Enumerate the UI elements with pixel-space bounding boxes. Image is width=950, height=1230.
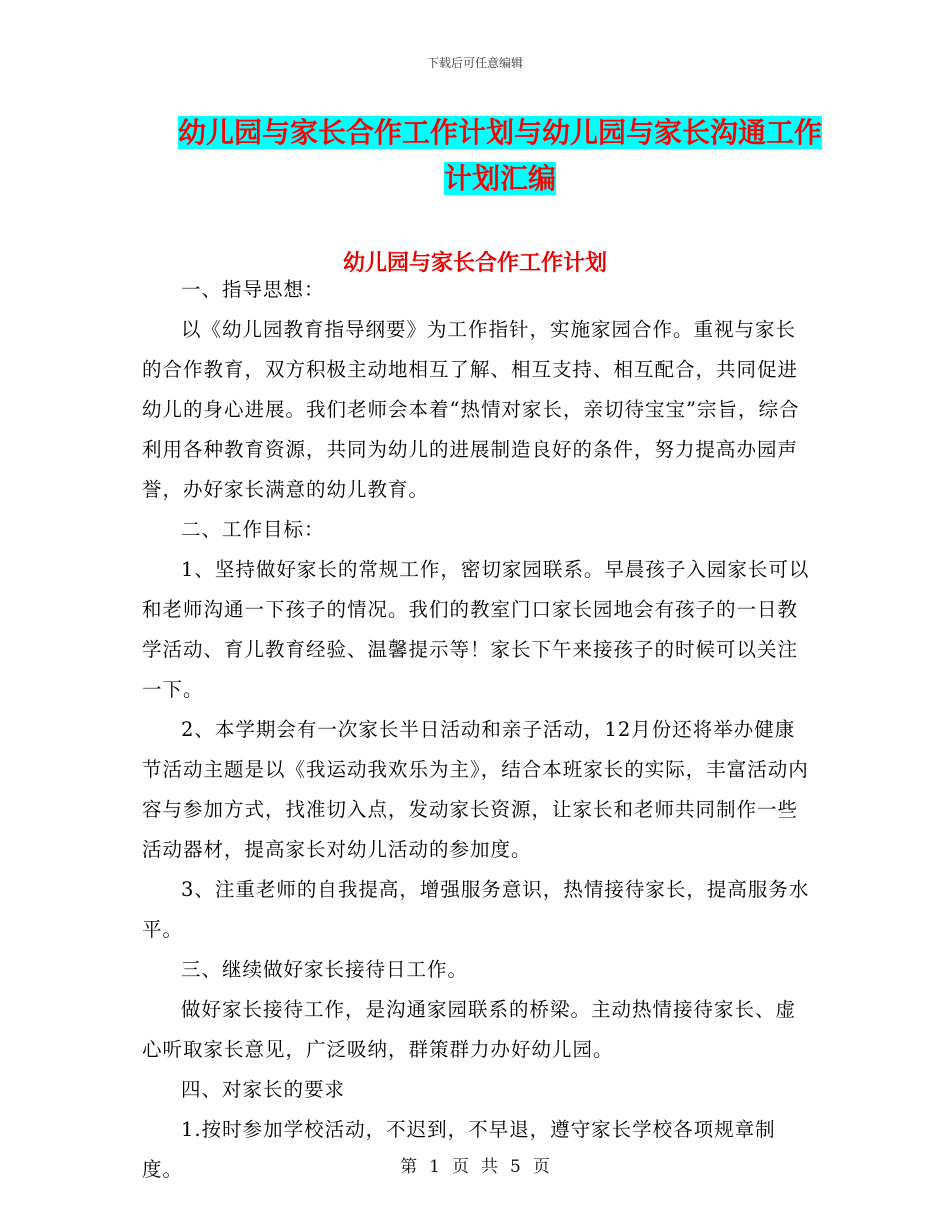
paragraph: 2、本学期会有一次家长半日活动和亲子活动，12月份还将举办健康节活动主题是以《我运动我欢乐为主》，结合本班家长的实际，丰富活动内容与参加方式，找准切入点，发动家长资源，让家长和老师共同制作一些活动器材，提高家长对幼儿活动的参加度。 [142, 718, 809, 861]
paragraph: 1.按时参加学校活动，不迟到，不早退，遵守家长学校各项规章制度。 [142, 1118, 776, 1181]
page-suffix: 页 [532, 1157, 550, 1177]
title-line-2: 计划汇编 [443, 162, 556, 195]
page-prefix: 第 [400, 1157, 418, 1177]
paragraph: 3、注重老师的自我提高，增强服务意识，热情接待家长，提高服务水平。 [142, 878, 810, 941]
heading-reception-day: 三、继续做好家长接待日工作。 [181, 958, 469, 981]
paragraph: 以《幼儿园教育指导纲要》为工作指针，实施家园合作。重视与家长的合作教育，双方积极主动地相互了解、相互支持、相互配合，共同促进幼儿的身心进展。我们老师会本着“热情对家长，亲切待宝宝”宗旨，综合利用各种教育资源，共同为幼儿的进展制造良好的条件，努力提高办园声誉，办好家长满意的幼儿教育。 [142, 318, 800, 501]
heading-work-goals: 二、工作目标： [181, 518, 325, 541]
document-title [150, 110, 850, 202]
page-total: 5 [510, 1157, 521, 1177]
page-total-label: 共 [481, 1157, 498, 1177]
page-number [0, 1152, 950, 1177]
paragraph: 1、坚持做好家长的常规工作，密切家园联系。早晨孩子入园家长可以和老师沟通一下孩子的情况。我们的教室门口家长园地会有孩子的一日教学活动、育儿教育经验、温馨提示等！家长下午来接孩子的时候可以关注一下。 [142, 558, 810, 701]
heading-guiding-ideology: 一、指导思想： [181, 278, 325, 301]
page-current: 1 [429, 1157, 440, 1177]
header-note: 下载后可任意编辑 [426, 56, 523, 70]
paragraph: 做好家长接待工作，是沟通家园联系的桥梁。主动热情接待家长、虚心听取家长意见，广泛吸纳，群策群力办好幼儿园。 [142, 998, 797, 1061]
heading-parent-requirements: 四、对家长的要求 [181, 1078, 346, 1101]
section-title: 幼儿园与家长合作工作计划 [342, 251, 607, 276]
page-middle: 页 [452, 1157, 469, 1177]
title-line-1: 幼儿园与家长合作工作计划与幼儿园与家长沟通工作 [177, 116, 822, 149]
body-text [142, 270, 812, 1190]
